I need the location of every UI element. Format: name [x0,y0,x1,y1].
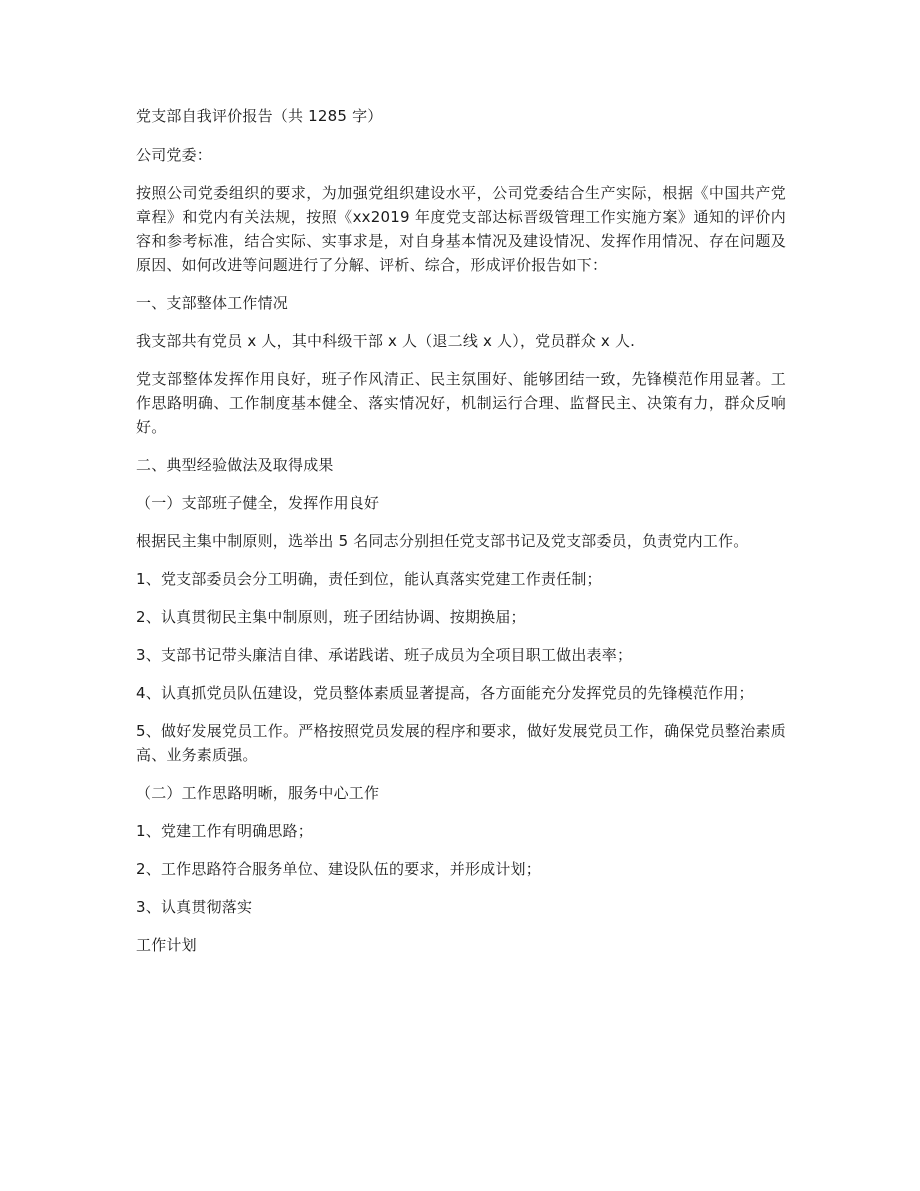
list-item: 3、认真贯彻落实 [136,898,253,916]
document-title: 党支部自我评价报告（共 1285 字） [136,107,383,125]
section-heading-2: 二、典型经验做法及取得成果 [136,456,334,474]
section1-paragraph-1: 我支部共有党员 x 人，其中科级干部 x 人（退二线 x 人），党员群众 x 人. [136,332,636,350]
intro-paragraph: 按照公司党委组织的要求，为加强党组织建设水平，公司党委结合生产实际，根据《中国共产党章程》和党内有关法规，按照《xx2019 年度党支部达标晋级管理工作实施方案》通知的评价内容和参考标准，结合实际、实事求是，对自身基本情况及建设情况、发挥作用情况、存在问题及原因、如何改进等问题进行了分解、评析、综合，形成评价报告如下： [136,184,786,274]
salutation: 公司党委： [136,146,213,164]
section-heading-1: 一、支部整体工作情况 [136,294,289,312]
subsection-heading-2: （二）工作思路明晰，服务中心工作 [136,784,380,802]
list-item: 1、党建工作有明确思路； [136,822,313,840]
subsection-heading-1: （一）支部班子健全，发挥作用良好 [136,494,380,512]
trailing-text: 工作计划 [136,936,197,954]
section1-paragraph-2: 党支部整体发挥作用良好，班子作风清正、民主氛围好、能够团结一致，先锋模范作用显著。工作思路明确、工作制度基本健全、落实情况好，机制运行合理、监督民主、决策有力，群众反响好。 [136,370,786,436]
list-item: 1、党支部委员会分工明确，责任到位，能认真落实党建工作责任制； [136,570,602,588]
list-item: 2、工作思路符合服务单位、建设队伍的要求，并形成计划； [136,860,541,878]
list-item: 4、认真抓党员队伍建设，党员整体素质显著提高，各方面能充分发挥党员的先锋模范作用； [136,684,754,702]
list-item: 2、认真贯彻民主集中制原则，班子团结协调、按期换届； [136,608,526,626]
list-item: 5、做好发展党员工作。严格按照党员发展的程序和要求，做好发展党员工作，确保党员整治素质高、业务素质强。 [136,722,786,764]
document-page [136,104,786,971]
list-item: 3、支部书记带头廉洁自律、承诺践诺、班子成员为全项目职工做出表率； [136,646,633,664]
subsection1-paragraph: 根据民主集中制原则，选举出 5 名同志分别担任党支部书记及党支部委员，负责党内工作。 [136,532,749,550]
